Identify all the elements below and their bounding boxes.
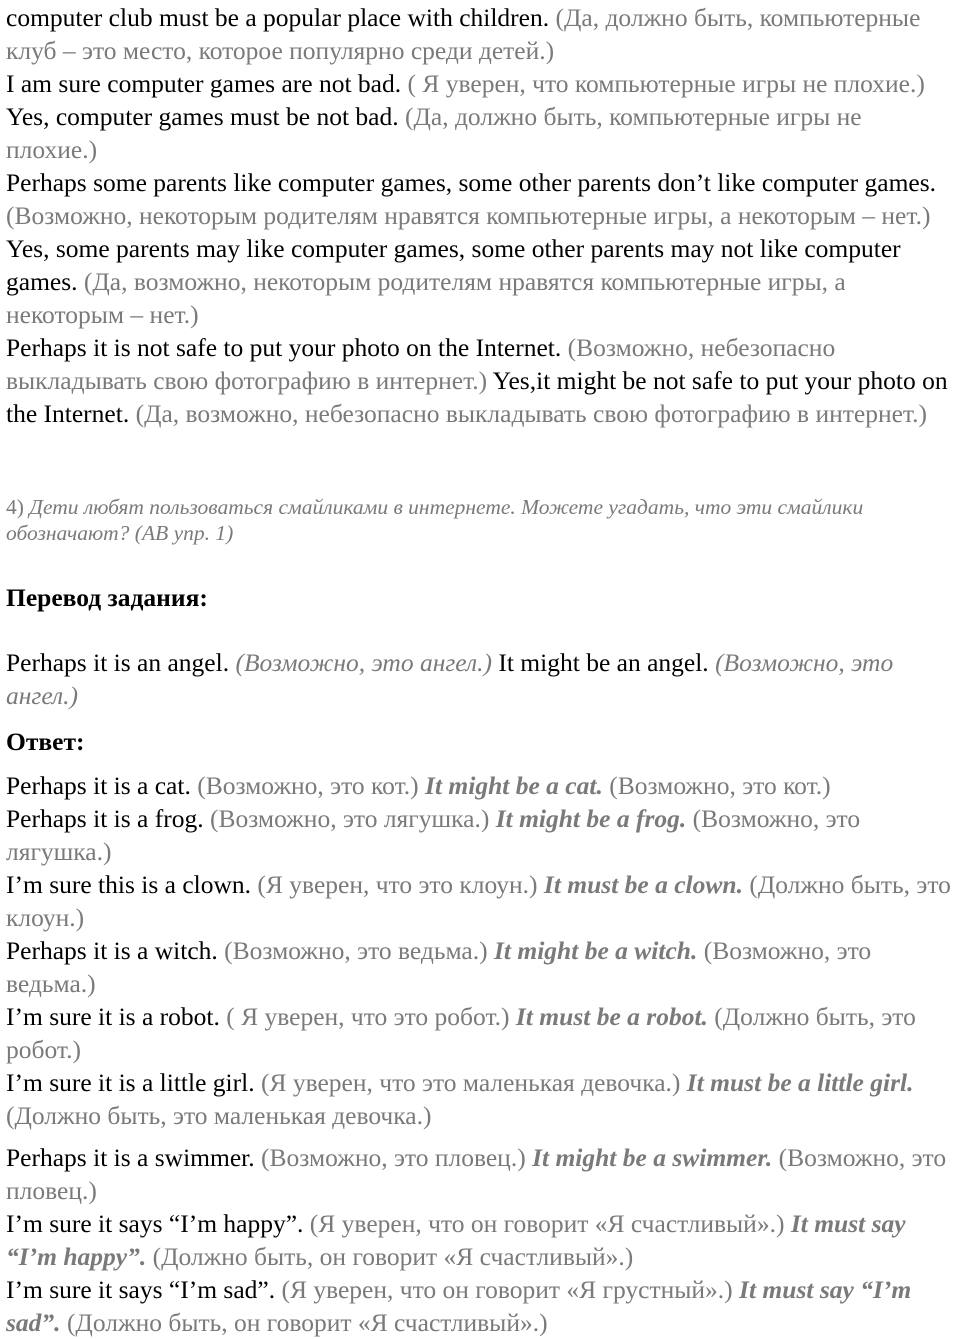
russian-translation: (Я уверен, что он говорит «Я счастливый».) — [309, 1209, 785, 1238]
answer-text: It might be a frog. — [495, 804, 687, 833]
russian-translation: (Возможно, это ведьма.) — [224, 936, 488, 965]
answer-list — [6, 769, 958, 1339]
russian-translation: (Возможно, это ангел.) — [6, 648, 894, 710]
english-text: Perhaps it is a witch. — [6, 936, 218, 965]
russian-translation: (Возможно, это ангел.) — [235, 648, 492, 677]
russian-translation: (Я уверен, что это маленькая девочка.) — [260, 1068, 681, 1097]
english-answer: Yes, computer games must be not bad. — [6, 102, 399, 131]
russian-translation: (Должно быть, это клоун.) — [6, 870, 951, 932]
answer-text: It must be a little girl. — [686, 1068, 914, 1097]
russian-translation: (Возможно, небезопасно выкладывать свою фотографию в интернет.) — [6, 333, 836, 395]
russian-translation: ( Я уверен, что это робот.) — [226, 1002, 510, 1031]
answer-text: It might be a witch. — [494, 936, 698, 965]
spacer — [6, 1132, 958, 1141]
answer-item-cat — [6, 769, 958, 802]
example-angel — [6, 646, 954, 712]
russian-translation: (Должно быть, он говорит «Я счастливый».) — [66, 1308, 548, 1337]
russian-translation: (Возможно, это кот.) — [197, 771, 419, 800]
task-number: 4) — [6, 495, 24, 519]
answer-heading: Ответ: — [6, 727, 85, 756]
russian-translation: (Возможно, некоторым родителям нравятся компьютерные игры, а некоторым – нет.) — [6, 201, 931, 230]
english-answer: It might be an angel. — [498, 648, 709, 677]
english-answer: Yes,it might be not safe to put your photo on the Internet. — [6, 366, 948, 428]
english-text: computer club must be a popular place with children. — [6, 3, 550, 32]
russian-translation: (Возможно, это ведьма.) — [6, 936, 872, 998]
answer-text: It must be a clown. — [543, 870, 743, 899]
russian-translation: (Да, возможно, некоторым родителям нравятся компьютерные игры, а некоторым – нет.) — [6, 267, 846, 329]
russian-translation: (Я уверен, что он говорит «Я грустный».) — [281, 1275, 733, 1304]
answer-item-clown — [6, 868, 958, 934]
russian-translation: (Я уверен, что это клоун.) — [257, 870, 538, 899]
english-text: I am sure computer games are not bad. — [6, 69, 402, 98]
task-4 — [6, 494, 954, 546]
answer-text: It must say “I’m happy”. — [6, 1209, 906, 1271]
english-text: I’m sure this is a clown. — [6, 870, 252, 899]
answer-item-frog — [6, 802, 958, 868]
paragraph-computer-club — [6, 1, 954, 67]
english-text: Perhaps it is a swimmer. — [6, 1143, 255, 1172]
answer-text: It might be a swimmer. — [532, 1143, 773, 1172]
paragraph-computer-games — [6, 67, 954, 166]
english-text: Perhaps it is a frog. — [6, 804, 204, 833]
russian-translation: (Да, должно быть, компьютерные игры не плохие.) — [6, 102, 862, 164]
russian-translation: (Да, возможно, небезопасно выкладывать свою фотографию в интернет.) — [135, 399, 928, 428]
english-text: Perhaps some parents like computer games, some other parents don’t like computer games. — [6, 168, 937, 197]
answer-item-little-girl — [6, 1066, 958, 1132]
russian-translation: (Возможно, это пловец.) — [260, 1143, 526, 1172]
english-text: Perhaps it is an angel. — [6, 648, 230, 677]
russian-translation: (Да, должно быть, компьютерные клуб – это место, которое популярно среди детей.) — [6, 3, 921, 65]
answer-text: It must say “I’m sad”. — [6, 1275, 912, 1337]
russian-translation: (Должно быть, это маленькая девочка.) — [6, 1101, 432, 1130]
english-text: Perhaps it is a cat. — [6, 771, 191, 800]
paragraph-parents — [6, 166, 954, 331]
russian-translation: (Возможно, это лягушка.) — [209, 804, 490, 833]
english-text: I’m sure it says “I’m happy”. — [6, 1209, 304, 1238]
russian-translation: ( Я уверен, что компьютерные игры не плохие.) — [407, 69, 925, 98]
answer-text: It must be a robot. — [515, 1002, 708, 1031]
russian-translation: (Возможно, это пловец.) — [6, 1143, 947, 1205]
answer-item-sad — [6, 1273, 958, 1339]
russian-translation: (Должно быть, он говорит «Я счастливый».) — [152, 1242, 634, 1271]
english-text: I’m sure it is a robot. — [6, 1002, 220, 1031]
answer-item-robot — [6, 1000, 958, 1066]
answer-item-swimmer — [6, 1141, 958, 1207]
english-text: Perhaps it is not safe to put your photo on the Internet. — [6, 333, 562, 362]
english-text: I’m sure it is a little girl. — [6, 1068, 255, 1097]
russian-translation: (Возможно, это лягушка.) — [6, 804, 861, 866]
russian-translation: (Должно быть, это робот.) — [6, 1002, 916, 1064]
answer-text: It might be a cat. — [425, 771, 603, 800]
paragraph-internet-photo — [6, 331, 954, 430]
english-text: I’m sure it says “I’m sad”. — [6, 1275, 276, 1304]
translation-heading: Перевод задания: — [6, 583, 208, 612]
english-answer: Yes, some parents may like computer games, some other parents may not like computer games. — [6, 234, 901, 296]
answer-item-witch — [6, 934, 958, 1000]
task-text: Дети любят пользоваться смайликами в интернете. Можете угадать, что эти смайлики обозначают? (АВ упр. 1) — [6, 495, 864, 545]
answer-item-happy — [6, 1207, 958, 1273]
russian-translation: (Возможно, это кот.) — [609, 771, 831, 800]
